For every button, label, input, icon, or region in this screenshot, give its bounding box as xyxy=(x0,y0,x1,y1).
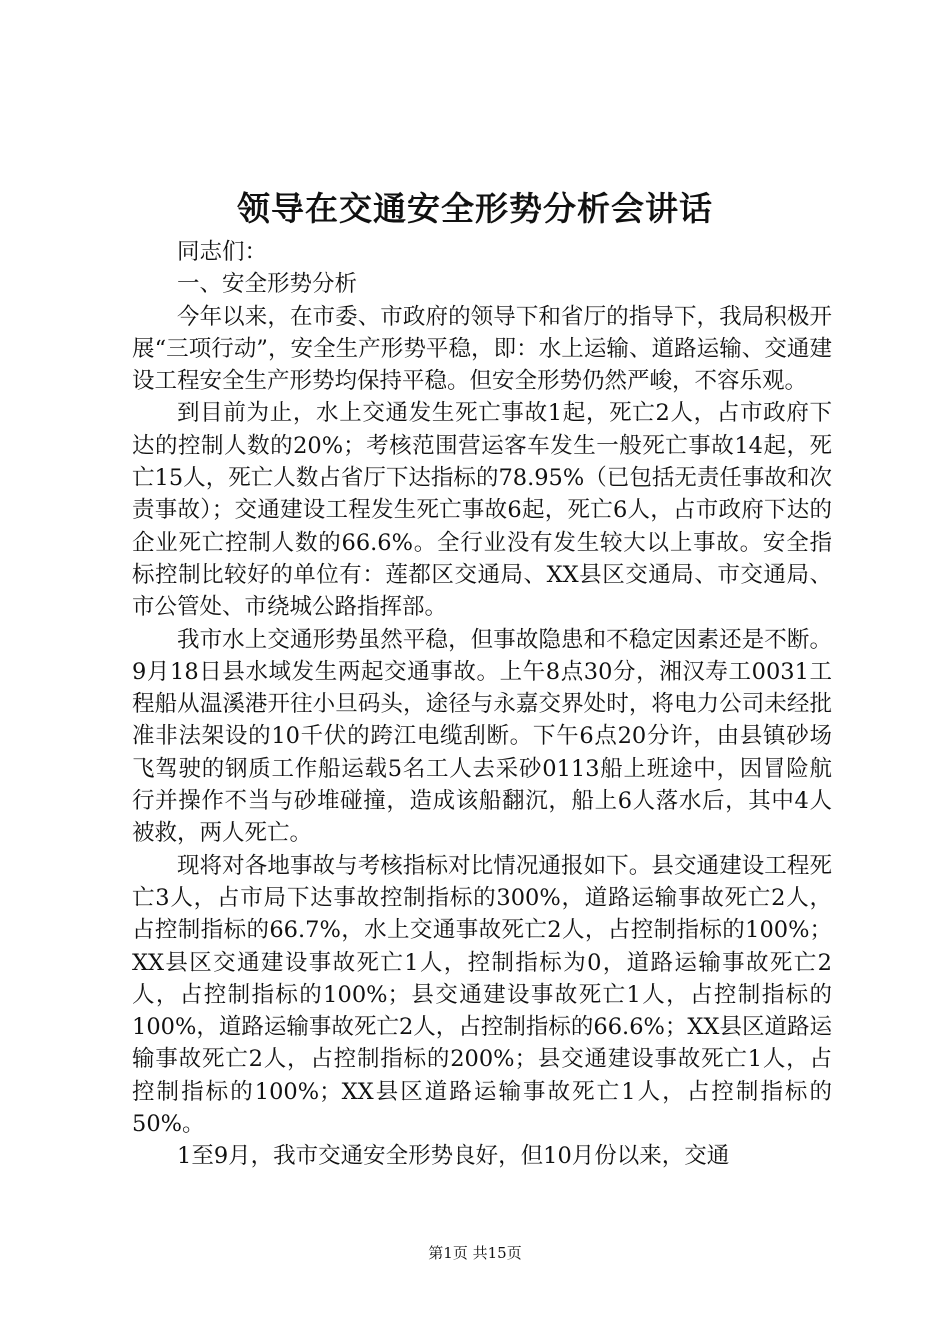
body-paragraph: 到目前为止，水上交通发生死亡事故1起，死亡2人，占市政府下达的控制人数的20%；考核范围营运客车发生一般死亡事故14起，死亡15人，死亡人数占省厅下达指标的78.95%（已包括无责任事故和次责事故）；交通建设工程发生死亡事故6起，死亡6人，占市政府下达的企业死亡控制人数的66.6%。全行业没有发生较大以上事故。安全指标控制比较好的单位有：莲都区交通局、XX县区交通局、市交通局、市公管处、市绕城公路指挥部。 xyxy=(132,400,832,621)
salutation: 同志们： xyxy=(177,239,268,265)
page-number-footer: 第1页 共15页 xyxy=(428,1244,522,1262)
body-paragraph: 我市水上交通形势虽然平稳，但事故隐患和不稳定因素还是不断。9月18日县水域发生两起交通事故。上午8点30分，湘汉寿工0031工程船从温溪港开往小旦码头，途径与永嘉交界处时，将电力公司未经批准非法架设的10千伏的跨江电缆刮断。下午6点20分许，由县镇砂场飞驾驶的钢质工作船运载5名工人去采砂0113船上班途中，因冒险航行并操作不当与砂堆碰撞，造成该船翻沉，船上6人落水后，其中4人被救，两人死亡。 xyxy=(132,626,832,847)
section-heading: 一、安全形势分析 xyxy=(177,271,358,298)
document-body xyxy=(132,236,832,1173)
body-paragraph: 今年以来，在市委、市政府的领导下和省厅的指导下，我局积极开展“三项行动”，安全生产形势平稳，即：水上运输、道路运输、交通建设工程安全生产形势均保持平稳。但安全形势仍然严峻，不容乐观。 xyxy=(132,303,832,395)
document-title: 领导在交通安全形势分析会讲话 xyxy=(237,189,713,228)
body-paragraph: 1至9月，我市交通安全形势良好，但10月份以来，交通 xyxy=(177,1143,730,1170)
body-paragraph: 现将对各地事故与考核指标对比情况通报如下。县交通建设工程死亡3人，占市局下达事故控制指标的300%，道路运输事故死亡2人，占控制指标的66.7%，水上交通事故死亡2人，占控制指标的100%；XX县区交通建设事故死亡1人，控制指标为0，道路运输事故死亡2人，占控制指标的100%；县交通建设事故死亡1人，占控制指标的100%，道路运输事故死亡2人，占控制指标的66.6%；XX县区道路运输事故死亡2人，占控制指标的200%；县交通建设事故死亡1人，占控制指标的100%；XX县区道路运输事故死亡1人，占控制指标的50%。 xyxy=(132,852,832,1138)
